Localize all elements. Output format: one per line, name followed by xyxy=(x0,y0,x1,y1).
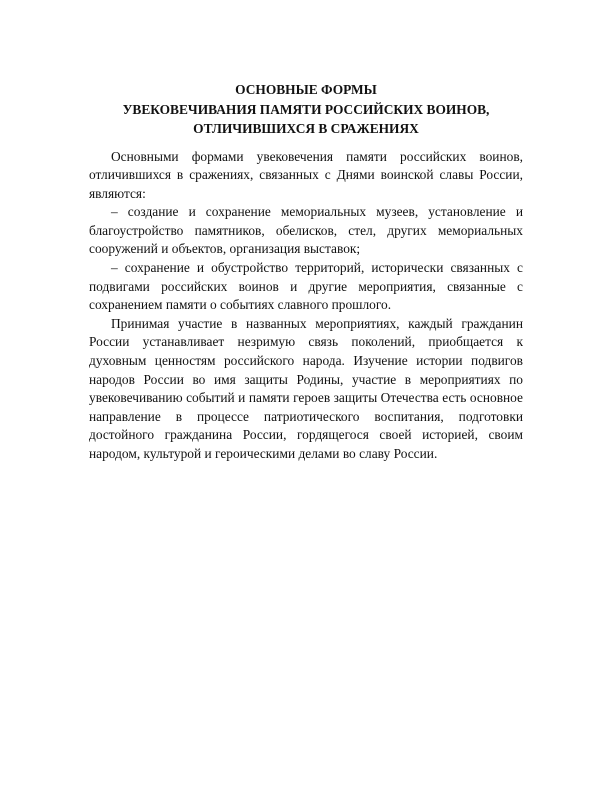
document-title xyxy=(89,80,523,139)
title-line-2: УВЕКОВЕЧИВАНИЯ ПАМЯТИ РОССИЙСКИХ ВОИНОВ, xyxy=(122,101,490,117)
paragraph-item-memorials: – создание и сохранение мемориальных музеев, установление и благоустройство памятников, обелисков, стел, других мемориальных сооружений и объектов, организация выставок; xyxy=(89,204,523,257)
document-page xyxy=(89,80,523,464)
paragraph-conclusion: Принимая участие в названных мероприятиях, каждый гражданин России устанавливает незримую связь поколений, приобщается к духовным ценностям российского народа. Изучение истории подвигов народов России во имя защиты Родины, участие в мероприятиях по увековечиванию событий и памяти героев защиты Отечества есть основное направление в процессе патриотического воспитания, подготовки достойного гражданина России, гордящегося своей историей, своим народом, культурой и героическими делами во славу России. xyxy=(89,315,523,461)
paragraph-item-territories: – сохранение и обустройство территорий, исторически связанных с подвигами российских воинов и другие мероприятия, связанные с сохранением памяти о событиях славного прошлого. xyxy=(89,260,523,313)
title-line-1: ОСНОВНЫЕ ФОРМЫ xyxy=(235,82,377,97)
title-line-3: ОТЛИЧИВШИХСЯ В СРАЖЕНИЯХ xyxy=(193,121,419,136)
paragraph-intro: Основными формами увековечения памяти российских воинов, отличившихся в сражениях, связанных с Днями воинской славы России, являются: xyxy=(89,148,523,201)
